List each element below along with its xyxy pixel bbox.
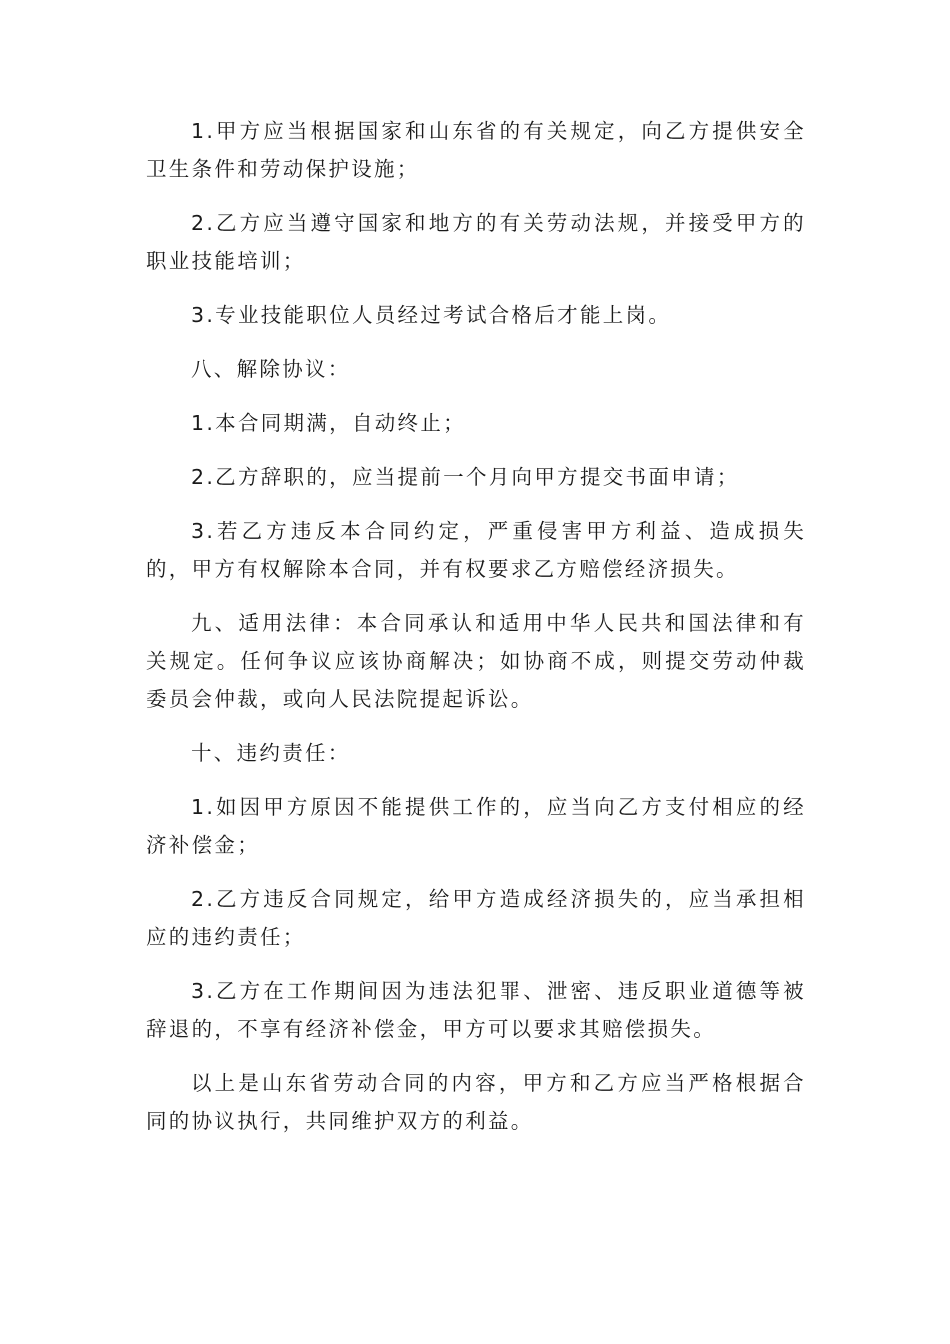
paragraph-dismissal: 3.乙方在工作期间因为违法犯罪、泄密、违反职业道德等被辞退的，不享有经济补偿金，甲方可以要求其赔偿损失。 bbox=[146, 979, 806, 1041]
paragraph-safety-conditions: 1.甲方应当根据国家和山东省的有关规定，向乙方提供安全卫生条件和劳动保护设施； bbox=[146, 119, 806, 181]
section-applicable-law: 九、适用法律：本合同承认和适用中华人民共和国法律和有关规定。任何争议应该协商解决；如协商不成，则提交劳动仲裁委员会仲裁，或向人民法院提起诉讼。 bbox=[146, 611, 806, 711]
paragraph-breach-termination: 3.若乙方违反本合同约定，严重侵害甲方利益、造成损失的，甲方有权解除本合同，并有权要求乙方赔偿经济损失。 bbox=[146, 519, 806, 581]
paragraph-labor-regulations: 2.乙方应当遵守国家和地方的有关劳动法规，并接受甲方的职业技能培训； bbox=[146, 211, 806, 273]
document-body bbox=[146, 112, 806, 1140]
section-heading-liability: 十、违约责任： bbox=[191, 741, 351, 765]
paragraph-employer-compensation: 1.如因甲方原因不能提供工作的，应当向乙方支付相应的经济补偿金； bbox=[146, 795, 806, 857]
paragraph-conclusion: 以上是山东省劳动合同的内容，甲方和乙方应当严格根据合同的协议执行，共同维护双方的利益。 bbox=[146, 1071, 806, 1133]
paragraph-resignation: 2.乙方辞职的，应当提前一个月向甲方提交书面申请； bbox=[191, 465, 740, 489]
section-heading-termination: 八、解除协议： bbox=[191, 357, 351, 381]
paragraph-employee-liability: 2.乙方违反合同规定，给甲方造成经济损失的，应当承担相应的违约责任； bbox=[146, 887, 806, 949]
paragraph-contract-expiry: 1.本合同期满，自动终止； bbox=[191, 411, 466, 435]
paragraph-qualification-exam: 3.专业技能职位人员经过考试合格后才能上岗。 bbox=[191, 303, 672, 327]
